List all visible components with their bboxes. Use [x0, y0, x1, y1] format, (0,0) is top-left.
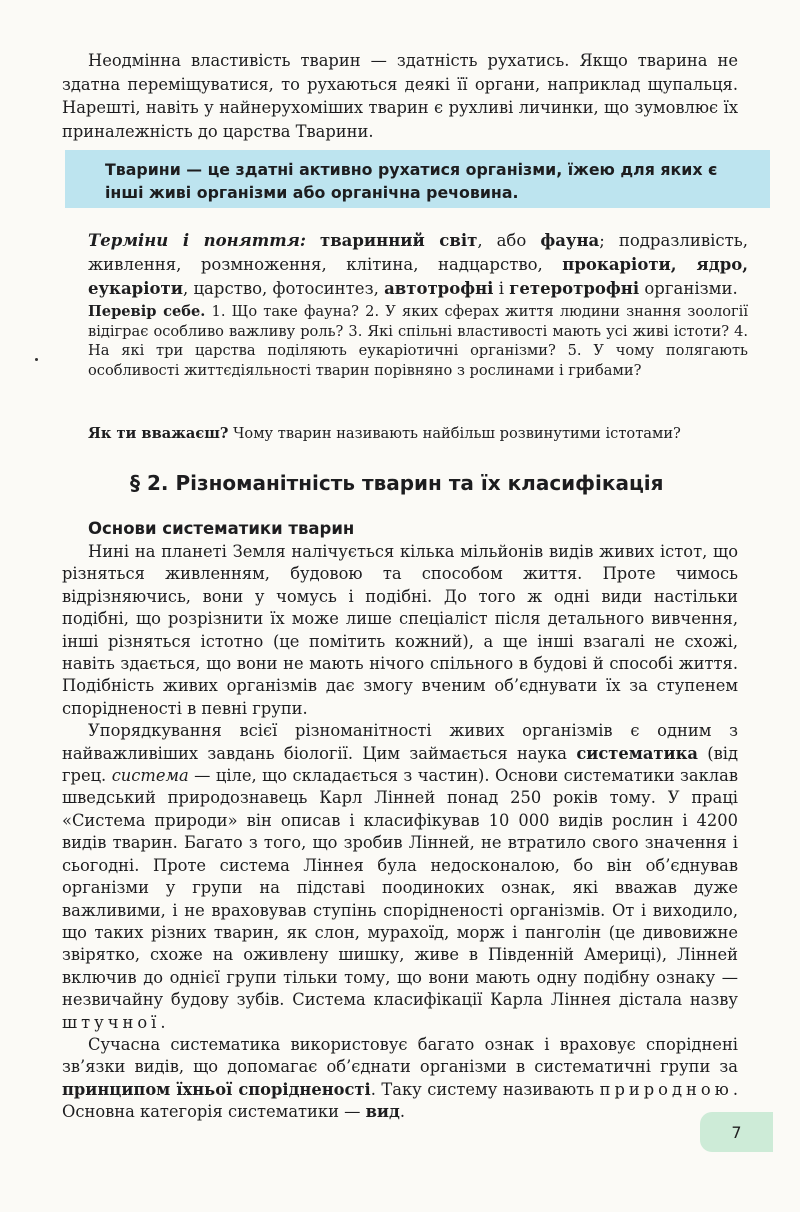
think-label: Як ти вважаєш?	[88, 425, 229, 442]
term-natural: природною	[599, 1079, 733, 1099]
body-paragraph-3	[62, 1034, 738, 1124]
check-yourself	[88, 302, 748, 380]
term-greek: система	[111, 766, 189, 786]
terms-text: , або	[477, 231, 541, 250]
body-paragraph-2	[62, 720, 738, 1034]
think-question	[88, 424, 748, 443]
intro-text: Неодмінна властивість тварин — здатність рухатись. Якщо тварина не здатна переміщуватися, то рухаються деякі її органи, наприклад щупальця. Нарешті, навіть у найнерухоміших тварин є рухливі личинки, що зумовлює їх приналежність до царства Тварини.	[62, 51, 738, 141]
body-text: . Основна категорія систематики —	[62, 1079, 739, 1122]
body-text: — ціле, що складається з частин). Основи систематики заклав шведський природознавець Карл Лінней понад 250 років тому. У праці «Система природи» він описав і класифікував 10 000 видів рослин і 4200 видів тварин. Багато з того, що зробив Лінней, не втратило свого значення і сьогодні. Проте система Ліннея була недосконалою, бо він об’єднував організми у групи на підставі поодиноких ознак, які вважав дуже важливими, і не враховував ступінь спорідненості організмів. От і виходило, що таких різних тварин, як слон, мурахоїд, морж і панголін (це дивовижне звірятко, схоже на оживлену шишку, живе в Південній Америці), Лінней включив до однієї групи тільки тому, що вони мають одну подібну ознаку — незвичайну будову зубів. Система класифікації Карла Ліннея дістала назву	[62, 766, 738, 1010]
intro-paragraph	[62, 49, 738, 143]
main-text	[62, 541, 738, 1124]
section-subtitle: Основи систематики тварин	[88, 519, 355, 538]
term-artificial: штучної	[62, 1012, 161, 1032]
think-text: Чому тварин називають найбільш розвинутими істотами?	[228, 425, 681, 442]
body-text: Сучасна систематика використовує багато ознак і враховує споріднені зв’язки видів, що допомагає об’єднати організми в систематичні групи за	[62, 1034, 738, 1077]
terms-paragraph	[88, 229, 748, 301]
body-paragraph-1: Нині на планеті Земля налічується кілька мільйонів видів живих істот, що різняться живленням, будовою та способом життя. Проте чимось відрізняючись, вони у чомусь і подібні. До того ж одні види настільки подібні, що розрізнити їх може лише спеціаліст після детального вивчення, інші різняться істотно (це помітить кожний), а ще інші взагалі не схожі, навіть здається, що вони не мають нічого спільного в будові й способі життя. Подібність живих організмів дає змогу вченим об’єднувати їх за ступенем спорідненості в певні групи.	[62, 542, 738, 718]
terms-text: , царство, фотосинтез,	[182, 279, 385, 298]
term-bold: автотрофні	[384, 279, 494, 298]
section-title: § 2. Різноманітність тварин та їх класифікація	[130, 471, 664, 495]
body-text: Упорядкування всієї різноманітності живих організмів є одним з найважливіших завдань біології. Цим займається наука	[62, 721, 738, 763]
definition-text: Тварини — це здатні активно рухатися організми, їжею для яких є інші живі організми або органічна речовина.	[105, 160, 718, 202]
terms-text: і	[493, 279, 510, 298]
terms-text: ; подразливість, живлення, розмноження, клітина, надцарство,	[88, 231, 748, 274]
definition-box	[65, 150, 770, 208]
page-number-tab	[700, 1112, 773, 1152]
term-bold: фауна	[540, 231, 600, 250]
body-text: (від грец.	[62, 743, 739, 786]
term-bold: гетеротрофні	[509, 279, 640, 298]
check-questions: 1. Що таке фауна? 2. У яких сферах життя людини знання зоології відіграє особливо важливу роль? 3. Які спільні властивості мають усі живі істоти? 4. На які три царства поділяють еукаріотичні організми? 5. У чому полягають особливості життєдіяльності тварин порівняно з рослинами і грибами?	[88, 303, 749, 379]
body-text: .	[399, 1102, 406, 1122]
stray-dot	[35, 358, 38, 361]
term-species: вид	[365, 1102, 400, 1122]
check-label: Перевір себе.	[88, 303, 206, 320]
body-text: .	[160, 1012, 166, 1032]
term-bold: тваринний світ	[319, 231, 478, 250]
term-systematics: систематика	[576, 743, 698, 763]
terms-label: Терміни і поняття:	[88, 231, 306, 250]
term-principle: принципом їхньої спорідненості	[62, 1079, 371, 1099]
body-text: . Таку систему називають	[370, 1079, 600, 1099]
page-number: 7	[731, 1122, 742, 1142]
term-bold: прокаріоти, ядро, еукаріоти	[88, 255, 749, 298]
terms-text: організми.	[639, 279, 738, 298]
